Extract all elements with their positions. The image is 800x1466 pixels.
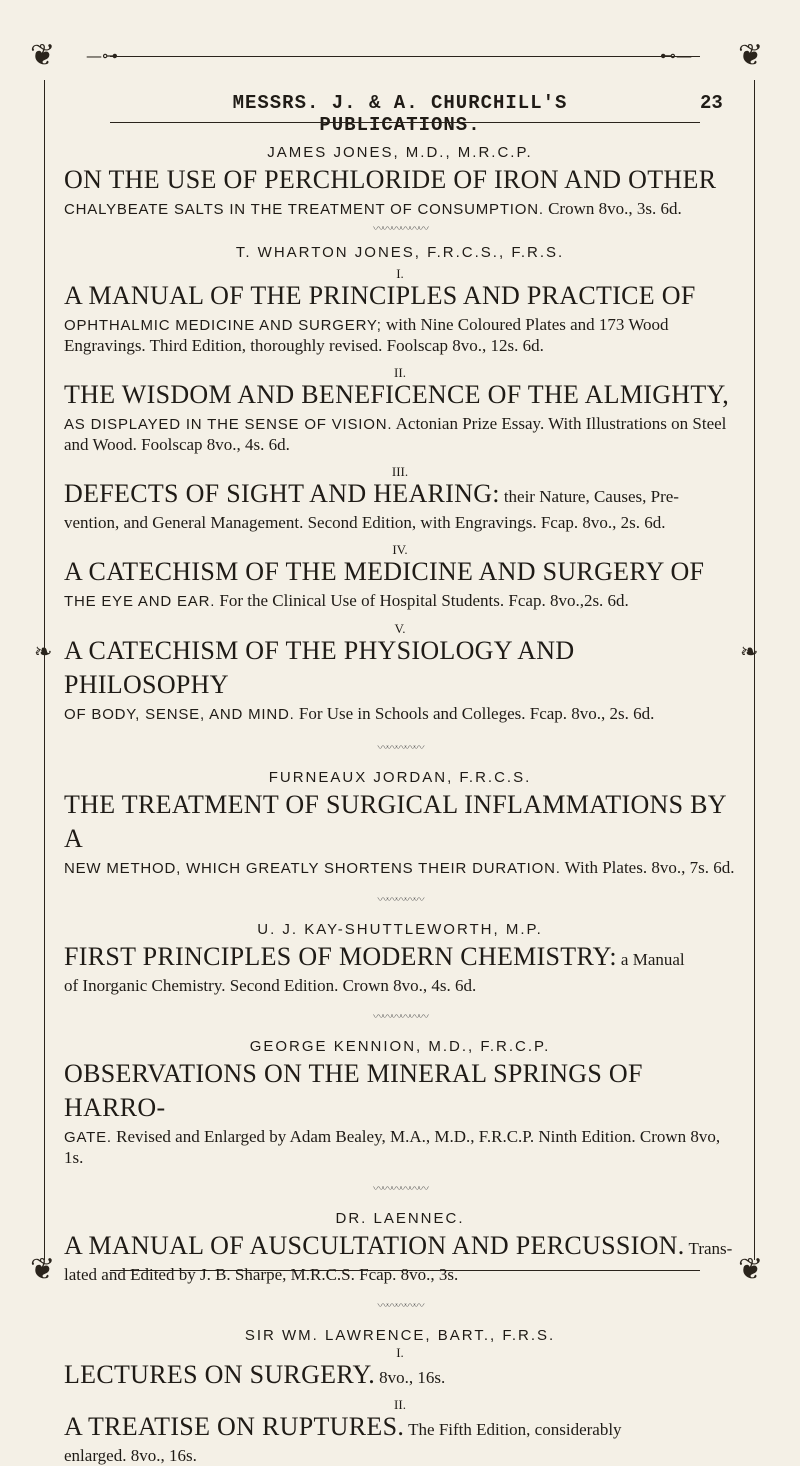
wavy-divider: 〰〰〰〰〰〰 [373, 1010, 427, 1023]
book-entry [64, 1231, 736, 1285]
book-title: FIRST PRINCIPLES OF MODERN CHEMISTRY: [64, 942, 617, 971]
book-details: For Use in Schools and Colleges. Fcap. 8vo., 2s. 6d. [298, 704, 655, 723]
author-section [64, 1210, 736, 1285]
book-entry [64, 942, 736, 996]
author-name: JAMES JONES, M.D., M.R.C.P. [267, 144, 533, 161]
corner-ornament-top-left: ❦ [30, 38, 56, 73]
book-entry [64, 165, 736, 220]
top-border-rule [110, 56, 700, 57]
book-details: With Plates. 8vo., 7s. 6d. [564, 858, 735, 877]
book-title: OBSERVATIONS ON THE MINERAL SPRINGS OF HARRO- [64, 1059, 643, 1122]
author-section [64, 144, 736, 220]
left-border-rule [44, 80, 45, 1260]
author-name: SIR WM. LAWRENCE, BART., F.R.S. [244, 1327, 556, 1344]
book-title: ON THE USE OF PERCHLORIDE OF IRON AND OTHER [64, 165, 717, 194]
entry-numeral: V. [394, 621, 406, 636]
book-subtitle: AS DISPLAYED IN THE SENSE OF VISION. [64, 416, 393, 433]
author-name: U. J. KAY-SHUTTLEWORTH, M.P. [257, 921, 543, 938]
book-title-continuation: 8vo., 16s. [379, 1368, 446, 1387]
entry-numeral: III. [391, 464, 409, 479]
corner-ornament-top-right: ❦ [738, 38, 764, 73]
book-title: LECTURES ON SURGERY. [64, 1360, 376, 1389]
book-entry [64, 465, 736, 533]
book-details: Actonian Prize Essay. With Illustrations on Steel and Wood. Foolscap 8vo., 4s. 6d. [64, 414, 727, 454]
book-entry [64, 1346, 736, 1394]
book-title-continuation: The Fifth Edition, considerably [408, 1420, 622, 1439]
author-section [64, 244, 736, 725]
running-header-title: MESSRS. J. & A. CHURCHILL'S PUBLICATIONS. [232, 92, 568, 136]
author-name: FURNEAUX JORDAN, F.R.C.S. [268, 769, 532, 786]
author-section [64, 1327, 736, 1466]
entry-numeral: IV. [392, 542, 408, 557]
entry-numeral: I. [396, 1345, 404, 1360]
wavy-divider: 〰〰〰〰〰〰 [373, 1182, 427, 1195]
book-title: A CATECHISM OF THE PHYSIOLOGY AND PHILOSOPHY [64, 636, 575, 699]
book-details: lated and Edited by J. B. Sharpe, M.R.C.S. Fcap. 8vo., 3s. [64, 1265, 459, 1284]
book-details: of Inorganic Chemistry. Second Edition. Crown 8vo., 4s. 6d. [64, 976, 477, 995]
side-ornament-left: ❧ [34, 640, 53, 665]
entry-numeral: II. [394, 365, 406, 380]
book-details: enlarged. 8vo., 16s. [64, 1446, 197, 1465]
book-title: THE TREATMENT OF SURGICAL INFLAMMATIONS BY A [64, 790, 726, 853]
author-section [64, 1038, 736, 1168]
author-name: T. WHARTON JONES, F.R.C.S., F.R.S. [235, 244, 565, 261]
book-entry [64, 1398, 736, 1466]
wavy-divider: 〰〰〰〰〰〰 [373, 222, 427, 235]
author-section [64, 769, 736, 879]
book-entry [64, 543, 736, 612]
book-details: with Nine Coloured Plates and 173 Wood Engravings. Third Edition, thoroughly revised. Foolscap 8vo., 12s. 6d. [64, 315, 669, 355]
corner-ornament-bottom-left: ❦ [30, 1252, 56, 1287]
book-subtitle: OF BODY, SENSE, AND MIND. [64, 706, 295, 723]
page-number: 23 [700, 92, 723, 114]
book-entry [64, 622, 736, 725]
wavy-divider: 〰〰〰〰〰 [377, 893, 423, 906]
book-title: DEFECTS OF SIGHT AND HEARING: [64, 479, 500, 508]
book-subtitle: GATE. [64, 1129, 112, 1146]
right-border-rule [754, 80, 755, 1260]
book-details: For the Clinical Use of Hospital Students. Fcap. 8vo.,2s. 6d. [219, 591, 629, 610]
book-entry [64, 366, 736, 455]
entry-numeral: II. [394, 1397, 406, 1412]
book-subtitle: CHALYBEATE SALTS IN THE TREATMENT OF CONSUMPTION. [64, 201, 544, 218]
book-title-continuation: a Manual [620, 950, 685, 969]
book-details: Crown 8vo., 3s. 6d. [548, 199, 682, 218]
book-title-continuation: Trans- [688, 1239, 733, 1258]
book-subtitle: OPHTHALMIC MEDICINE AND SURGERY; [64, 317, 382, 334]
author-name: DR. LAENNEC. [335, 1210, 465, 1227]
book-details: vention, and General Management. Second Edition, with Engravings. Fcap. 8vo., 2s. 6d. [64, 513, 666, 532]
book-title: A TREATISE ON RUPTURES. [64, 1412, 405, 1441]
flourish-ornament: ⊷— [660, 46, 692, 65]
book-subtitle: NEW METHOD, WHICH GREATLY SHORTENS THEIR DURATION. [64, 860, 561, 877]
book-entry [64, 1059, 736, 1168]
book-title: THE WISDOM AND BENEFICENCE OF THE ALMIGHTY, [64, 380, 730, 409]
side-ornament-right: ❧ [740, 640, 759, 665]
corner-ornament-bottom-right: ❦ [738, 1252, 764, 1287]
header-rule [110, 122, 700, 123]
book-entry [64, 267, 736, 356]
author-section [64, 921, 736, 996]
wavy-divider: 〰〰〰〰〰 [377, 1299, 423, 1312]
book-subtitle: THE EYE AND EAR. [64, 593, 216, 610]
book-title: A MANUAL OF AUSCULTATION AND PERCUSSION. [64, 1231, 685, 1260]
book-title: A CATECHISM OF THE MEDICINE AND SURGERY OF [64, 557, 705, 586]
book-title: A MANUAL OF THE PRINCIPLES AND PRACTICE OF [64, 281, 696, 310]
book-title-continuation: their Nature, Causes, Pre- [503, 487, 679, 506]
entry-numeral: I. [396, 266, 404, 281]
book-entry [64, 790, 736, 879]
catalogue-listing [64, 134, 736, 1466]
flourish-ornament: —⊶ [86, 46, 118, 65]
wavy-divider: 〰〰〰〰〰 [377, 741, 423, 754]
book-details: Revised and Enlarged by Adam Bealey, M.A., M.D., F.R.C.P. Ninth Edition. Crown 8vo, 1s. [64, 1127, 721, 1167]
author-name: GEORGE KENNION, M.D., F.R.C.P. [249, 1038, 551, 1055]
